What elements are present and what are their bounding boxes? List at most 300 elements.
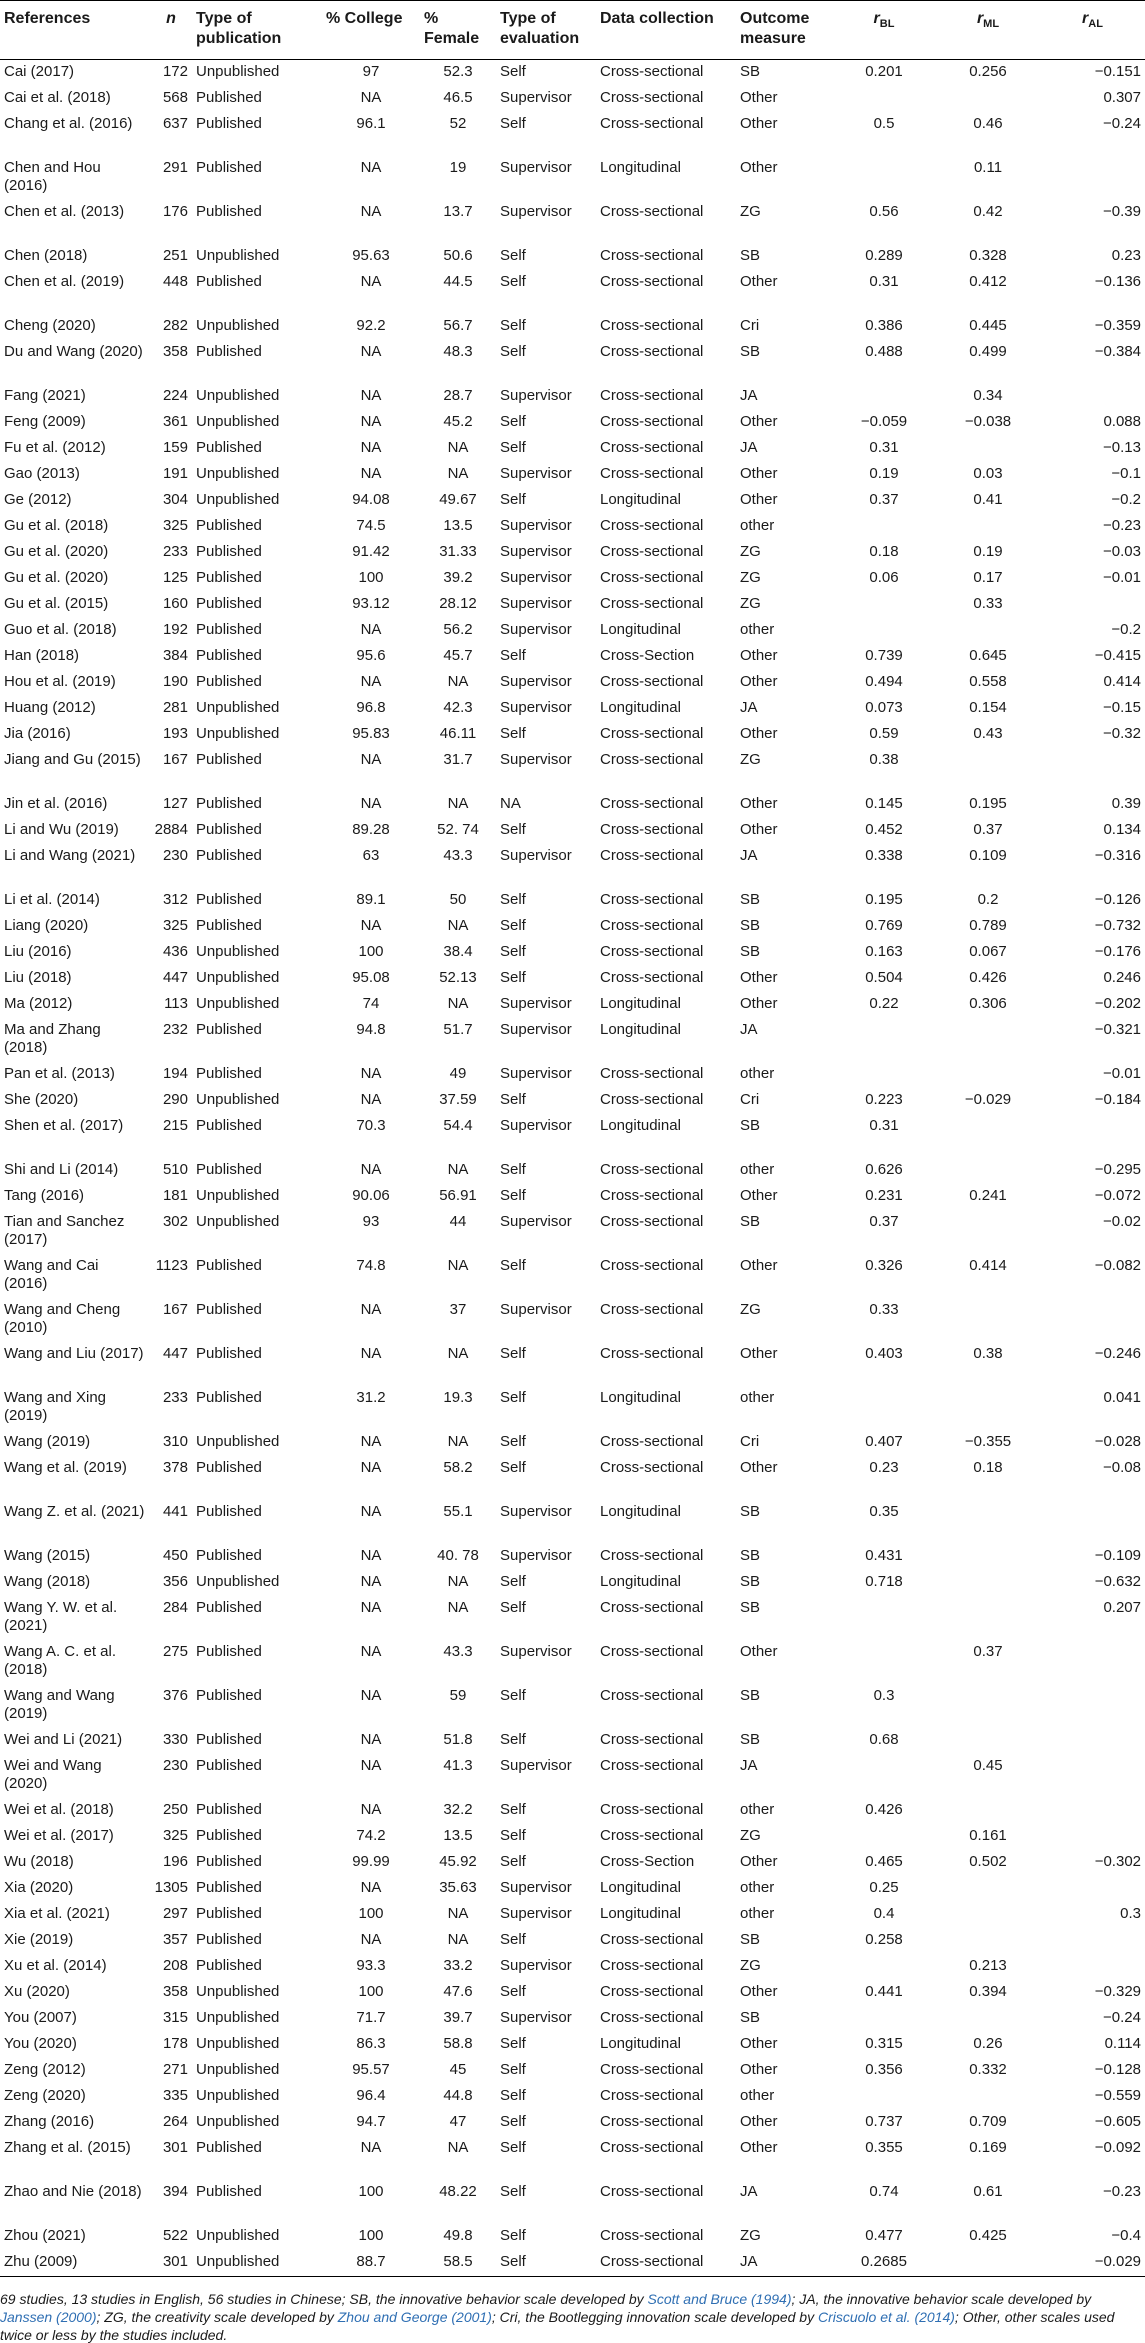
cell-type-of-publication: Published xyxy=(196,1503,262,1520)
cell-n: 196 xyxy=(162,1853,188,1870)
table-row xyxy=(0,1798,1145,1824)
cell-data-collection: Cross-sectional xyxy=(600,1801,704,1818)
citation-link-scott-bruce[interactable]: Scott and Bruce (1994) xyxy=(647,2291,792,2307)
cell-r-bl: 0.289 xyxy=(865,247,903,264)
cell-type-of-evaluation: Supervisor xyxy=(500,1021,572,1038)
cell-female: NA xyxy=(447,1345,469,1362)
cell-outcome-measure: SB xyxy=(740,1687,761,1704)
cell-reference: Zhang (2016) xyxy=(4,2113,95,2130)
cell-type-of-evaluation: Self xyxy=(500,1573,526,1590)
citation-link-criscuolo[interactable]: Criscuolo et al. (2014) xyxy=(817,2309,955,2325)
cell-outcome-measure: SB xyxy=(740,917,761,934)
cell-n: 436 xyxy=(162,943,188,960)
cell-r-ml: 0.17 xyxy=(973,569,1003,586)
cell-type-of-evaluation: Supervisor xyxy=(500,387,572,404)
cell-n: 160 xyxy=(162,595,188,612)
table-row xyxy=(0,1254,1145,1298)
cell-r-al: 0.23 xyxy=(1111,247,1141,264)
cell-female: 52. 74 xyxy=(437,821,479,838)
cell-type-of-evaluation: Supervisor xyxy=(500,995,572,1012)
table-row xyxy=(0,748,1145,792)
cell-r-al xyxy=(1040,1114,1145,1158)
cell-n: 125 xyxy=(162,569,188,586)
cell-type-of-publication: Unpublished xyxy=(196,63,280,80)
cell-female: NA xyxy=(447,917,469,934)
cell-outcome-measure: Other xyxy=(740,969,778,986)
cell-female: 48.22 xyxy=(439,2183,477,2200)
cell-r-bl: 0.201 xyxy=(865,63,903,80)
cell-outcome-measure: Other xyxy=(740,89,778,106)
cell-r-ml xyxy=(936,1210,1040,1254)
table-row xyxy=(0,1088,1145,1114)
cell-r-bl xyxy=(832,1062,936,1088)
cell-outcome-measure: other xyxy=(740,1389,775,1406)
cell-outcome-measure: Other xyxy=(740,1459,778,1476)
cell-college: NA xyxy=(360,1731,382,1748)
cell-reference: Zhu (2009) xyxy=(0,2250,150,2277)
cell-reference: Gu et al. (2015) xyxy=(4,595,109,612)
cell-n: 193 xyxy=(162,725,188,742)
cell-r-al: −0.13 xyxy=(1103,439,1141,456)
cell-college: 95.63 xyxy=(352,247,390,264)
cell-r-ml: 0.558 xyxy=(969,673,1007,690)
cell-college: NA xyxy=(360,1757,382,1774)
cell-r-bl: 0.403 xyxy=(865,1345,903,1362)
cell-r-bl: 0.31 xyxy=(869,439,899,456)
cell-r-bl xyxy=(832,156,936,200)
cell-college: NA xyxy=(360,1573,382,1590)
cell-outcome-measure: Other xyxy=(740,1187,778,1204)
cell-female: 13.5 xyxy=(443,517,473,534)
cell-data-collection: Cross-sectional xyxy=(600,673,704,690)
cell-r-bl: 0.5 xyxy=(873,115,895,132)
cell-n: 291 xyxy=(162,159,188,176)
cell-r-ml xyxy=(936,1596,1040,1640)
cell-r-ml: 0.499 xyxy=(969,343,1007,360)
table-row xyxy=(0,1500,1145,1544)
cell-r-al: −0.202 xyxy=(1094,995,1141,1012)
cell-outcome-measure: other xyxy=(740,1879,775,1896)
cell-r-bl: 0.231 xyxy=(865,1187,903,1204)
table-row xyxy=(0,60,1145,87)
cell-type-of-evaluation: Self xyxy=(500,115,526,132)
cell-n: 232 xyxy=(162,1021,188,1038)
cell-type-of-evaluation: Supervisor xyxy=(500,1301,572,1318)
cell-college: 88.7 xyxy=(322,2250,420,2277)
table-row xyxy=(0,914,1145,940)
cell-r-bl xyxy=(832,618,936,644)
cell-n: 264 xyxy=(162,2113,188,2130)
cell-type-of-evaluation: Self xyxy=(500,273,526,290)
table-row xyxy=(0,488,1145,514)
table-row xyxy=(0,2084,1145,2110)
cell-college: NA xyxy=(360,1687,382,1704)
cell-n: 250 xyxy=(162,1801,188,1818)
cell-type-of-publication: Published xyxy=(196,1161,262,1178)
table-row xyxy=(0,340,1145,384)
cell-n: 510 xyxy=(162,1161,188,1178)
cell-outcome-measure: SB xyxy=(740,943,761,960)
cell-r-ml xyxy=(936,1928,1040,1954)
cell-r-al: 0.114 xyxy=(1104,2035,1141,2052)
cell-n: 522 xyxy=(162,2227,188,2244)
cell-r-ml xyxy=(936,2006,1040,2032)
cell-outcome-measure: ZG xyxy=(740,203,761,220)
cell-r-al: −0.092 xyxy=(1094,2139,1141,2156)
cell-reference: Feng (2009) xyxy=(4,413,86,430)
cell-r-ml xyxy=(936,86,1040,112)
cell-type-of-evaluation: Self xyxy=(500,1853,526,1870)
cell-reference: Wang (2015) xyxy=(4,1547,91,1564)
cell-reference: Wei and Li (2021) xyxy=(4,1731,123,1748)
cell-reference: Du and Wang (2020) xyxy=(4,343,143,360)
cell-reference: Zhang et al. (2015) xyxy=(4,2139,131,2156)
table-row xyxy=(0,1954,1145,1980)
cell-r-ml xyxy=(936,2084,1040,2110)
cell-college: 89.1 xyxy=(356,891,386,908)
cell-r-bl: 0.258 xyxy=(865,1931,903,1948)
cell-type-of-publication: Unpublished xyxy=(196,2061,280,2078)
table-row xyxy=(0,1210,1145,1254)
cell-outcome-measure: Other xyxy=(740,273,778,290)
cell-r-ml: 0.41 xyxy=(973,491,1003,508)
cell-r-ml: 0.37 xyxy=(973,1643,1003,1660)
cell-r-bl xyxy=(832,1754,936,1798)
cell-reference: Wei et al. (2018) xyxy=(4,1801,114,1818)
cell-r-bl: 0.338 xyxy=(865,847,903,864)
cell-r-al: −0.176 xyxy=(1094,943,1141,960)
cell-female: 52 xyxy=(449,115,467,132)
cell-type-of-publication: Published xyxy=(196,1643,262,1660)
table-row xyxy=(0,1754,1145,1798)
cell-r-ml: 0.502 xyxy=(969,1853,1007,1870)
cell-r-ml xyxy=(936,1298,1040,1342)
cell-female: 44.8 xyxy=(443,2087,473,2104)
cell-data-collection: Cross-sectional xyxy=(600,517,704,534)
cell-data-collection: Cross-sectional xyxy=(600,1687,704,1704)
cell-college: NA xyxy=(360,89,382,106)
cell-r-al xyxy=(1040,384,1145,410)
cell-r-bl: 0.25 xyxy=(869,1879,899,1896)
cell-n: 637 xyxy=(162,115,188,132)
cell-reference: Gao (2013) xyxy=(4,465,80,482)
table-row xyxy=(0,1902,1145,1928)
cell-r-al: −0.23 xyxy=(1103,517,1141,534)
cell-r-bl: 0.452 xyxy=(865,821,903,838)
cell-r-ml: 0.241 xyxy=(969,1187,1007,1204)
cell-data-collection: Cross-sectional xyxy=(600,1433,704,1450)
cell-type-of-evaluation: Self xyxy=(500,1345,526,1362)
cell-type-of-publication: Published xyxy=(196,821,262,838)
cell-type-of-publication: Published xyxy=(196,1345,262,1362)
table-row xyxy=(0,1570,1145,1596)
cell-n: 394 xyxy=(162,2183,188,2200)
cell-reference: Chen et al. (2019) xyxy=(4,273,125,290)
cell-data-collection: Cross-sectional xyxy=(600,969,704,986)
cell-type-of-publication: Published xyxy=(196,1301,262,1318)
cell-r-al: −0.24 xyxy=(1103,2009,1141,2026)
cell-data-collection: Cross-sectional xyxy=(600,751,704,768)
cell-n: 304 xyxy=(162,491,188,508)
cell-type-of-evaluation: Supervisor xyxy=(500,1547,572,1564)
cell-type-of-evaluation: Supervisor xyxy=(500,517,572,534)
cell-college: 95.6 xyxy=(356,647,386,664)
cell-r-bl xyxy=(832,592,936,618)
cell-r-al: −0.072 xyxy=(1094,1187,1141,1204)
cell-r-al xyxy=(1040,592,1145,618)
citation-link-janssen[interactable]: Janssen (2000) xyxy=(0,2309,97,2325)
cell-type-of-evaluation: Supervisor xyxy=(500,1503,572,1520)
cell-data-collection: Cross-sectional xyxy=(600,1301,704,1318)
cell-college: 95.57 xyxy=(352,2061,390,2078)
cell-type-of-evaluation: Supervisor xyxy=(500,621,572,638)
cell-female: 49.8 xyxy=(443,2227,473,2244)
cell-outcome-measure: Other xyxy=(740,995,778,1012)
cell-n: 230 xyxy=(162,847,188,864)
cell-college: 100 xyxy=(358,1983,384,2000)
table-row xyxy=(0,540,1145,566)
cell-r-ml: 0.328 xyxy=(969,247,1007,264)
cell-outcome-measure: Other xyxy=(740,491,778,508)
cell-type-of-publication: Published xyxy=(196,1931,262,1948)
cell-college: NA xyxy=(360,1459,382,1476)
cell-type-of-publication: Unpublished xyxy=(196,465,280,482)
cell-reference: Fu et al. (2012) xyxy=(4,439,106,456)
table-row xyxy=(0,314,1145,340)
cell-n: 194 xyxy=(162,1065,188,1082)
cell-college: NA xyxy=(360,621,382,638)
cell-r-bl: 0.19 xyxy=(869,465,899,482)
table-row xyxy=(0,618,1145,644)
cell-type-of-publication: Published xyxy=(196,1801,262,1818)
cell-r-al: −0.136 xyxy=(1094,273,1141,290)
cell-outcome-measure: SB xyxy=(740,1213,761,1230)
cell-r-bl xyxy=(832,1824,936,1850)
cell-type-of-publication: Unpublished xyxy=(196,247,280,264)
cell-college: 90.06 xyxy=(352,1187,390,1204)
cell-n: 233 xyxy=(162,1389,188,1406)
table-row xyxy=(0,514,1145,540)
cell-type-of-evaluation: Self xyxy=(500,1801,526,1818)
table-row xyxy=(0,1684,1145,1728)
cell-data-collection: Cross-sectional xyxy=(600,343,704,360)
cell-type-of-evaluation: Self xyxy=(500,917,526,934)
cell-data-collection: Cross-sectional xyxy=(600,89,704,106)
cell-r-ml xyxy=(936,748,1040,792)
cell-type-of-publication: Published xyxy=(196,647,262,664)
cell-r-al: −0.246 xyxy=(1094,1345,1141,1362)
cell-r-ml: 0.33 xyxy=(973,595,1003,612)
cell-r-ml: 0.412 xyxy=(969,273,1007,290)
cell-r-al: −0.316 xyxy=(1094,847,1141,864)
cell-r-al: −0.32 xyxy=(1103,725,1141,742)
cell-r-al xyxy=(1040,156,1145,200)
cell-r-bl: 0.626 xyxy=(865,1161,903,1178)
cell-r-bl: 0.431 xyxy=(865,1547,903,1564)
cell-r-bl xyxy=(832,514,936,540)
cell-college: NA xyxy=(360,1161,382,1178)
cell-reference: Cai et al. (2018) xyxy=(4,89,111,106)
cell-r-al: 0.307 xyxy=(1103,89,1141,106)
cell-reference: Tian and Sanchez (2017) xyxy=(4,1213,125,1248)
cell-r-ml xyxy=(936,618,1040,644)
cell-r-al: −0.126 xyxy=(1094,891,1141,908)
cell-female: NA xyxy=(447,1433,469,1450)
cell-college: NA xyxy=(360,1301,382,1318)
table-row xyxy=(0,1386,1145,1430)
cell-data-collection: Cross-sectional xyxy=(600,273,704,290)
cell-female: 19.3 xyxy=(443,1389,473,1406)
cell-type-of-publication: Unpublished xyxy=(192,2250,322,2277)
cell-outcome-measure: other xyxy=(740,517,775,534)
cell-female: 50.6 xyxy=(443,247,473,264)
cell-type-of-evaluation: Self xyxy=(500,247,526,264)
table-row xyxy=(0,410,1145,436)
cell-college: 63 xyxy=(362,847,380,864)
col-header-outcome-measure: Outcome measure xyxy=(736,1,832,60)
cell-type-of-evaluation: Self xyxy=(500,1257,526,1274)
cell-data-collection: Cross-sectional xyxy=(600,63,704,80)
cell-r-bl: 0.31 xyxy=(869,1117,899,1134)
cell-n: 301 xyxy=(150,2250,192,2277)
cell-outcome-measure: Other xyxy=(740,821,778,838)
cell-r-al: −0.384 xyxy=(1094,343,1141,360)
table-row xyxy=(0,1980,1145,2006)
table-row xyxy=(0,86,1145,112)
cell-r-ml xyxy=(936,1500,1040,1544)
cell-data-collection: Longitudinal xyxy=(600,1117,681,1134)
cell-college: 94.7 xyxy=(356,2113,386,2130)
cell-female: 45.2 xyxy=(443,413,473,430)
citation-link-zhou-george[interactable]: Zhou and George (2001) xyxy=(337,2309,492,2325)
cell-type-of-evaluation: Supervisor xyxy=(500,751,572,768)
cell-outcome-measure: ZG xyxy=(740,569,761,586)
cell-college: NA xyxy=(360,1433,382,1450)
cell-female: 42.3 xyxy=(443,699,473,716)
cell-type-of-publication: Unpublished xyxy=(196,1573,280,1590)
cell-outcome-measure: Cri xyxy=(740,317,760,334)
table-row xyxy=(0,1850,1145,1876)
cell-female: 43.3 xyxy=(443,1643,473,1660)
cell-outcome-measure: Other xyxy=(740,725,778,742)
cell-type-of-publication: Unpublished xyxy=(196,995,280,1012)
cell-college: NA xyxy=(360,203,382,220)
cell-type-of-publication: Published xyxy=(196,1879,262,1896)
table-row xyxy=(0,1158,1145,1184)
cell-data-collection: Cross-sectional xyxy=(600,413,704,430)
cell-type-of-evaluation: Self xyxy=(500,2035,526,2052)
cell-data-collection: Longitudinal xyxy=(600,1879,681,1896)
cell-female: 48.3 xyxy=(443,343,473,360)
cell-female: 35.63 xyxy=(439,1879,477,1896)
cell-n: 282 xyxy=(162,317,188,334)
table-row xyxy=(0,940,1145,966)
cell-r-bl: 0.145 xyxy=(865,795,903,812)
cell-data-collection: Cross-sectional xyxy=(600,1213,704,1230)
cell-r-ml: 0.067 xyxy=(969,943,1007,960)
cell-reference: Zhao and Nie (2018) xyxy=(4,2183,142,2200)
cell-r-al xyxy=(1040,1684,1145,1728)
cell-type-of-publication: Published xyxy=(196,1065,262,1082)
cell-outcome-measure: SB xyxy=(740,1731,761,1748)
cell-r-al: −0.184 xyxy=(1094,1091,1141,1108)
cell-r-ml xyxy=(936,1018,1040,1062)
table-row xyxy=(0,1876,1145,1902)
cell-r-ml xyxy=(936,1158,1040,1184)
cell-type-of-publication: Published xyxy=(196,273,262,290)
col-header-female: % Female xyxy=(420,1,496,60)
cell-n: 1305 xyxy=(154,1879,188,1896)
cell-r-bl xyxy=(832,86,936,112)
cell-r-bl xyxy=(832,1954,936,1980)
cell-r-bl xyxy=(832,1386,936,1430)
cell-n: 181 xyxy=(162,1187,188,1204)
table-row xyxy=(0,696,1145,722)
footnote-text: ; ZG, the creativity scale developed by xyxy=(96,2309,338,2325)
cell-reference: Cai (2017) xyxy=(4,63,75,80)
cell-n: 441 xyxy=(162,1503,188,1520)
cell-r-ml: 0.169 xyxy=(969,2139,1007,2156)
cell-r-bl: 0.488 xyxy=(865,343,903,360)
cell-r-ml: −0.029 xyxy=(964,1091,1012,1108)
cell-female: NA xyxy=(447,2139,469,2156)
cell-data-collection: Cross-sectional xyxy=(600,1643,704,1660)
cell-n: 568 xyxy=(162,89,188,106)
cell-type-of-publication: Unpublished xyxy=(196,943,280,960)
cell-outcome-measure: Other xyxy=(740,647,778,664)
cell-r-ml: 0.37 xyxy=(973,821,1003,838)
cell-r-bl xyxy=(832,1640,936,1684)
table-row xyxy=(0,1184,1145,1210)
cell-college: 74.8 xyxy=(356,1257,386,1274)
cell-r-bl: 0.441 xyxy=(865,1983,903,2000)
cell-outcome-measure: Other xyxy=(740,159,778,176)
cell-female: 44 xyxy=(449,1213,467,1230)
cell-r-bl: 0.4 xyxy=(873,1905,895,1922)
cell-r-al: −0.39 xyxy=(1103,203,1141,220)
cell-type-of-evaluation: Supervisor xyxy=(500,1065,572,1082)
cell-r-ml: 0.394 xyxy=(969,1983,1007,2000)
cell-type-of-publication: Unpublished xyxy=(196,317,280,334)
table-row xyxy=(0,1456,1145,1500)
cell-type-of-publication: Unpublished xyxy=(196,969,280,986)
cell-female: 40. 78 xyxy=(437,1547,479,1564)
cell-type-of-evaluation: Supervisor xyxy=(500,89,572,106)
cell-female: NA xyxy=(447,1931,469,1948)
cell-reference: Ma and Zhang (2018) xyxy=(4,1021,101,1056)
cell-reference: Wang and Liu (2017) xyxy=(4,1345,144,1362)
cell-female: 43.3 xyxy=(443,847,473,864)
cell-r-al: −0.03 xyxy=(1103,543,1141,560)
cell-reference: Shen et al. (2017) xyxy=(4,1117,124,1134)
cell-female: NA xyxy=(447,995,469,1012)
cell-type-of-publication: Published xyxy=(196,115,262,132)
cell-data-collection: Cross-sectional xyxy=(600,465,704,482)
cell-female: 59 xyxy=(449,1687,467,1704)
cell-type-of-publication: Published xyxy=(196,1853,262,1870)
cell-type-of-publication: Published xyxy=(196,891,262,908)
cell-r-ml: 0.42 xyxy=(973,203,1003,220)
cell-r-ml: 0.03 xyxy=(973,465,1003,482)
cell-type-of-publication: Published xyxy=(196,1547,262,1564)
cell-n: 358 xyxy=(162,343,188,360)
cell-outcome-measure: Cri xyxy=(740,1433,760,1450)
table-row xyxy=(0,2180,1145,2224)
cell-r-bl: 0.38 xyxy=(869,751,899,768)
cell-r-ml: 0.109 xyxy=(969,847,1007,864)
table-row xyxy=(0,992,1145,1018)
cell-r-bl xyxy=(832,2006,936,2032)
